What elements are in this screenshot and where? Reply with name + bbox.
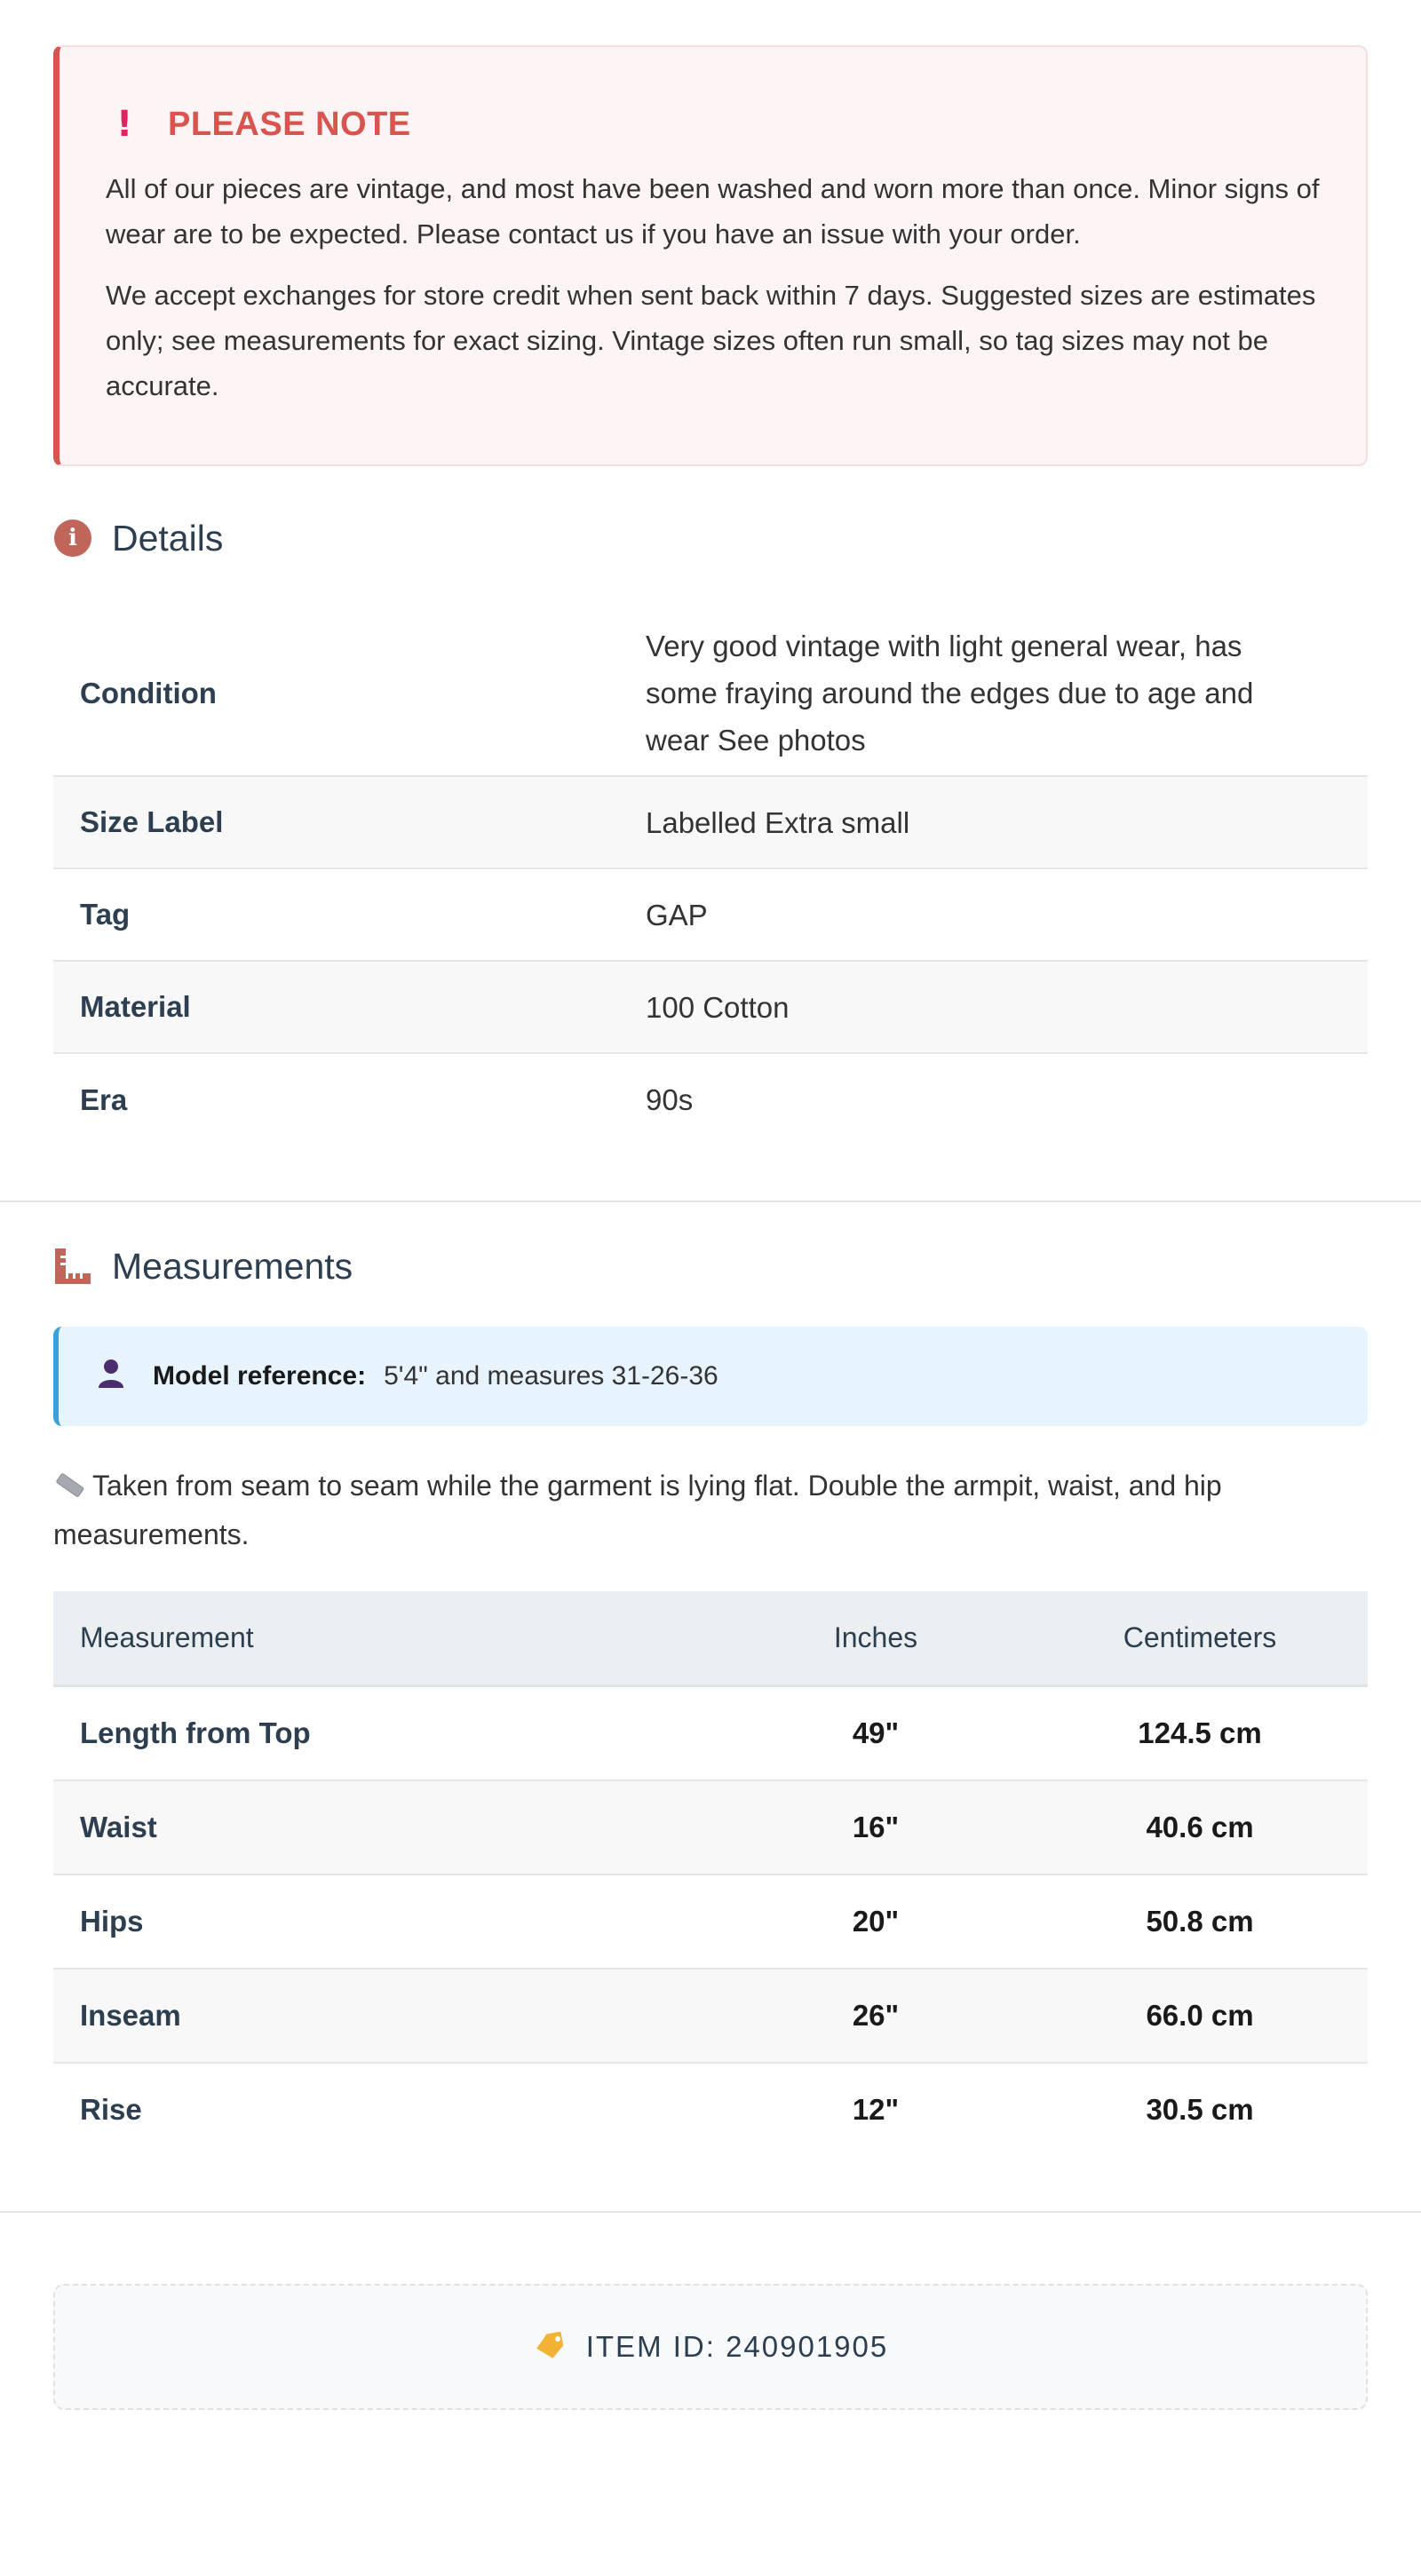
detail-label: Era	[80, 1082, 128, 1116]
item-id: ITEM ID: 240901905	[585, 2330, 889, 2363]
ruler-icon	[53, 1247, 92, 1286]
detail-label: Size Label	[53, 776, 645, 868]
detail-value: GAP	[645, 868, 1368, 961]
model-reference-label: Model reference:	[153, 1361, 367, 1391]
measurement-cm: 50.8 cm	[1032, 1875, 1368, 1969]
measurements-header	[53, 1240, 1368, 1293]
detail-value: Labelled Extra small	[645, 776, 1368, 868]
table-row	[53, 776, 1368, 868]
notice-title: PLEASE NOTE	[168, 105, 411, 143]
table-row	[53, 868, 1368, 961]
model-reference	[53, 1327, 1368, 1426]
table-header-row	[53, 1591, 1368, 1686]
notice-paragraph: All of our pieces are vintage, and most have been washed and worn more than once. Minor signs of wear are to be expected. Please contact us if you have an issue with your order.	[106, 173, 1320, 250]
measurement-name: Inseam	[53, 1969, 719, 2063]
model-reference-value: 5'4" and measures 31-26-36	[384, 1361, 718, 1391]
table-row	[53, 961, 1368, 1053]
detail-value: 100 Cotton	[645, 961, 1368, 1053]
column-header: Centimeters	[1032, 1591, 1368, 1686]
ruler-pencil-icon	[53, 1467, 85, 1512]
measurements-table	[53, 1591, 1368, 2156]
table-row	[53, 1969, 1368, 2063]
detail-label: Condition	[53, 611, 645, 776]
notice-header	[106, 102, 1322, 147]
detail-value: 90s	[646, 1083, 694, 1116]
detail-value: Very good vintage with light general wear, has some fraying around the edges due to age and wear See photos	[645, 611, 1368, 776]
measurement-cm: 30.5 cm	[1146, 2093, 1254, 2126]
measurement-cm: 40.6 cm	[1032, 1780, 1368, 1875]
measurement-cm: 66.0 cm	[1032, 1969, 1368, 2063]
section-divider	[0, 1201, 1421, 1202]
measurement-inches: 12"	[852, 2093, 900, 2126]
measurement-inches: 49"	[719, 1686, 1032, 1781]
detail-label: Tag	[53, 868, 645, 961]
measurements-title: Measurements	[112, 1245, 353, 1287]
person-icon	[96, 1358, 126, 1395]
section-divider	[0, 2211, 1421, 2213]
details-title: Details	[112, 517, 224, 559]
column-header: Measurement	[53, 1591, 719, 1686]
table-row	[53, 1780, 1368, 1875]
measurement-inches: 26"	[719, 1969, 1032, 2063]
measurement-name: Length from Top	[53, 1686, 719, 1781]
measurement-name: Hips	[53, 1875, 719, 1969]
notice-box	[53, 45, 1368, 466]
measurement-inches: 20"	[719, 1875, 1032, 1969]
table-row	[53, 1053, 1368, 1145]
column-header: Inches	[719, 1591, 1032, 1686]
measurement-name: Rise	[80, 2093, 142, 2126]
notice-paragraph: We accept exchanges for store credit when sent back within 7 days. Suggested sizes are estimates only; see measurements for exact sizing. Vintage sizes often run small, so tag sizes may not be accurate.	[106, 280, 1316, 401]
exclamation-icon: !	[116, 104, 133, 145]
tag-icon	[533, 2330, 568, 2364]
details-table	[53, 611, 1368, 1145]
table-row	[53, 1875, 1368, 1969]
info-icon: i	[53, 519, 92, 558]
item-id-box	[53, 2284, 1368, 2410]
table-row	[53, 1686, 1368, 1781]
table-row	[53, 611, 1368, 776]
measurement-inches: 16"	[719, 1780, 1032, 1875]
measurement-note-text: Taken from seam to seam while the garment is lying flat. Double the armpit, waist, and hip measurements.	[53, 1470, 1222, 1550]
measurement-cm: 124.5 cm	[1032, 1686, 1368, 1781]
detail-label: Material	[53, 961, 645, 1053]
measurement-name: Waist	[53, 1780, 719, 1875]
details-header	[53, 511, 1368, 565]
measurement-note	[53, 1463, 1368, 1557]
table-row	[53, 2063, 1368, 2156]
